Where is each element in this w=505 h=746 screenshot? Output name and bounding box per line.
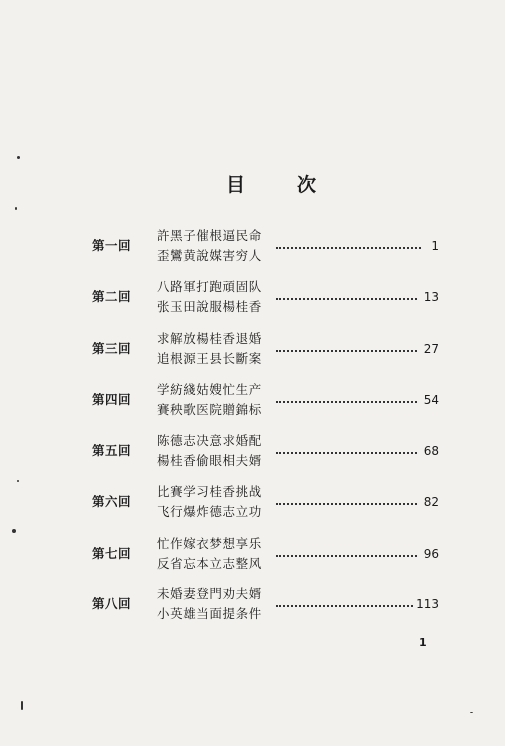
scan-speck <box>17 480 19 482</box>
toc-title-char: 次 <box>296 174 316 196</box>
chapter-page-number: 113 <box>416 597 439 611</box>
dot-leader <box>276 503 417 505</box>
dot-leader <box>276 350 417 352</box>
chapter-title-line: 未婚妻登門劝夫婿 <box>157 586 262 601</box>
chapter-title <box>157 329 277 369</box>
dot-leader <box>276 555 417 557</box>
chapter-title <box>157 482 277 522</box>
chapter-label: 第二回 <box>92 289 132 304</box>
chapter-title <box>157 534 277 574</box>
dot-leader <box>276 452 417 454</box>
chapter-title-line: 許黑子催根逼民命 <box>157 228 262 243</box>
dot-leader <box>276 605 413 607</box>
scan-speck <box>15 207 17 210</box>
scan-speck <box>470 712 473 713</box>
chapter-title-line: 小英雄当面提条件 <box>157 606 262 621</box>
chapter-label: 第六回 <box>92 494 132 509</box>
chapter-label: 第八回 <box>92 596 132 611</box>
toc-entry <box>0 431 505 471</box>
toc-entry <box>0 482 505 522</box>
chapter-title-line: 八路軍打跑頑固队 <box>157 279 262 294</box>
chapter-title-line: 楊桂香偷眼相夫婿 <box>157 453 262 468</box>
chapter-page-number: 68 <box>423 444 439 458</box>
chapter-title-line: 比賽学习桂香挑战 <box>157 484 262 499</box>
scan-speck <box>21 701 23 710</box>
chapter-label: 第四回 <box>92 392 132 407</box>
chapter-label: 第七回 <box>92 546 132 561</box>
chapter-title <box>157 431 277 471</box>
chapter-title-line: 求解放楊桂香退婚 <box>157 331 262 346</box>
dot-leader <box>276 298 417 300</box>
chapter-title <box>157 277 277 317</box>
chapter-label: 第五回 <box>92 443 132 458</box>
chapter-label: 第三回 <box>92 341 132 356</box>
folio-page-number: 1 <box>419 636 427 649</box>
chapter-page-number: 96 <box>423 547 439 561</box>
chapter-title-line: 飞行爆炸德志立功 <box>157 504 262 519</box>
chapter-title-line: 张玉田說服楊桂香 <box>157 299 262 314</box>
chapter-page-number: 27 <box>423 342 439 356</box>
toc-entry <box>0 534 505 574</box>
chapter-title-line: 忙作嫁衣梦想享乐 <box>157 536 262 551</box>
chapter-page-number: 82 <box>423 495 439 509</box>
chapter-title-line: 学紡綫姑嫂忙生产 <box>157 382 262 397</box>
chapter-label: 第一回 <box>92 238 132 253</box>
chapter-title-line: 賽秧歌医院贈錦标 <box>157 402 262 417</box>
toc-entry <box>0 380 505 420</box>
chapter-title-line: 反省忘本立志整风 <box>157 556 262 571</box>
chapter-title <box>157 380 277 420</box>
scan-speck <box>12 529 16 533</box>
toc-title <box>226 172 316 198</box>
dot-leader <box>276 247 421 249</box>
dot-leader <box>276 401 417 403</box>
chapter-page-number: 13 <box>423 290 439 304</box>
chapter-page-number: 54 <box>423 393 439 407</box>
toc-title-char: 目 <box>226 174 246 196</box>
scan-speck <box>17 156 20 159</box>
toc-entry <box>0 226 505 266</box>
toc-entry <box>0 329 505 369</box>
chapter-title-line: 歪鸞黄說媒害穷人 <box>157 248 262 263</box>
chapter-title <box>157 584 277 624</box>
chapter-page-number: 1 <box>431 239 439 253</box>
chapter-title-line: 陈德志决意求婚配 <box>157 433 262 448</box>
toc-entry <box>0 584 505 624</box>
chapter-title-line: 追根源王县长斷案 <box>157 351 262 366</box>
chapter-title <box>157 226 277 266</box>
toc-entry <box>0 277 505 317</box>
